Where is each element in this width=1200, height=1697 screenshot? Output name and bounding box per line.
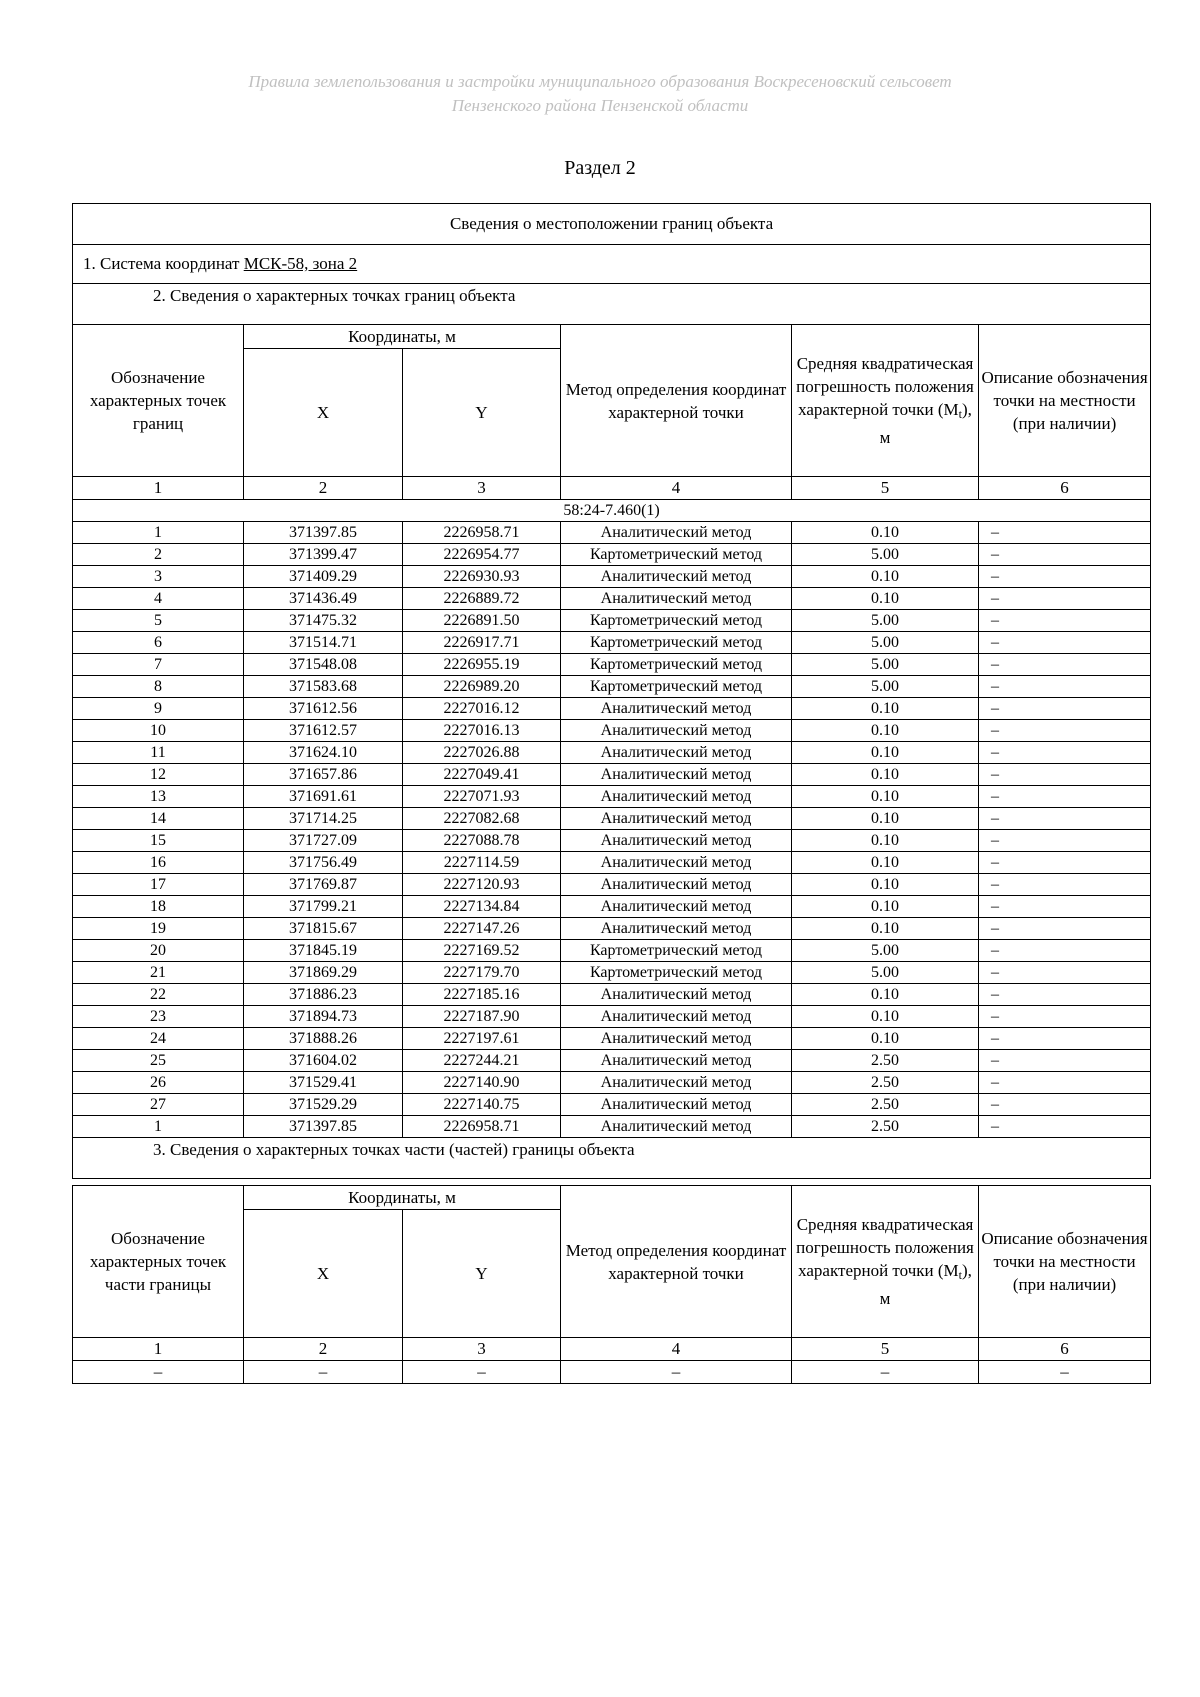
table-row: [73, 588, 1151, 610]
point-id: 2: [73, 544, 244, 566]
point-error: 5.00: [792, 544, 979, 566]
boundary-points-table: [72, 203, 1151, 1179]
point-y: 2227134.84: [403, 896, 561, 918]
point-x: 371869.29: [244, 962, 403, 984]
point-id: 1: [73, 1116, 244, 1138]
table-row: [73, 544, 1151, 566]
point-x: 371769.87: [244, 874, 403, 896]
table-row: [73, 1116, 1151, 1138]
point-error: 0.10: [792, 830, 979, 852]
point-x: 371845.19: [244, 940, 403, 962]
point-y: 2227071.93: [403, 786, 561, 808]
table-row: [73, 1072, 1151, 1094]
header-coordinates: Координаты, м: [244, 1186, 561, 1210]
point-error: 0.10: [792, 764, 979, 786]
point-id: 19: [73, 918, 244, 940]
header-coordinates: Координаты, м: [244, 325, 561, 349]
point-id: 8: [73, 676, 244, 698]
point-error: 0.10: [792, 588, 979, 610]
point-error: 0.10: [792, 1028, 979, 1050]
point-id: 22: [73, 984, 244, 1006]
col-number: 6: [979, 1338, 1151, 1361]
point-y: 2227140.75: [403, 1094, 561, 1116]
point-description: –: [979, 808, 1151, 830]
point-description: –: [979, 830, 1151, 852]
header-x: X: [244, 349, 403, 477]
part3-title: 3. Сведения о характерных точках части (частей) границы объекта: [73, 1138, 1151, 1179]
point-x: 371397.85: [244, 1116, 403, 1138]
point-x: 371799.21: [244, 896, 403, 918]
empty-cell: –: [403, 1361, 561, 1384]
table-row: [73, 522, 1151, 544]
header-method: Метод определения координат характерной точки: [561, 1186, 792, 1338]
point-method: Аналитический метод: [561, 918, 792, 940]
point-description: –: [979, 588, 1151, 610]
header-y: Y: [403, 349, 561, 477]
point-x: 371399.47: [244, 544, 403, 566]
point-description: –: [979, 654, 1151, 676]
running-header-line-1: Правила землепользования и застройки муниципального образования Воскресеновский сельсовет: [248, 72, 952, 91]
table-row: [73, 654, 1151, 676]
point-id: 5: [73, 610, 244, 632]
point-x: 371714.25: [244, 808, 403, 830]
point-description: –: [979, 1094, 1151, 1116]
col-number: 1: [73, 477, 244, 500]
point-id: 6: [73, 632, 244, 654]
table-row: [73, 698, 1151, 720]
point-error: 0.10: [792, 742, 979, 764]
point-description: –: [979, 522, 1151, 544]
point-method: Аналитический метод: [561, 764, 792, 786]
table-row: [73, 610, 1151, 632]
empty-cell: –: [561, 1361, 792, 1384]
point-description: –: [979, 962, 1151, 984]
point-y: 2227244.21: [403, 1050, 561, 1072]
point-id: 11: [73, 742, 244, 764]
point-x: 371691.61: [244, 786, 403, 808]
point-error: 0.10: [792, 522, 979, 544]
point-x: 371514.71: [244, 632, 403, 654]
table-row: [73, 676, 1151, 698]
table-row: [73, 1050, 1151, 1072]
table-row: [73, 852, 1151, 874]
table-row: [73, 786, 1151, 808]
part-boundary-points-table: [72, 1185, 1151, 1384]
header-description: Описание обозначения точки на местности (при наличии): [979, 325, 1151, 477]
point-id: 26: [73, 1072, 244, 1094]
table-row: [73, 742, 1151, 764]
header-error: [792, 1186, 979, 1338]
point-y: 2227147.26: [403, 918, 561, 940]
point-method: Аналитический метод: [561, 1116, 792, 1138]
header-error-sub: t: [958, 407, 962, 421]
point-method: Аналитический метод: [561, 1050, 792, 1072]
header-error: [792, 325, 979, 477]
point-y: 2227026.88: [403, 742, 561, 764]
point-x: 371756.49: [244, 852, 403, 874]
point-description: –: [979, 720, 1151, 742]
table-row: [73, 984, 1151, 1006]
point-method: Аналитический метод: [561, 852, 792, 874]
point-id: 10: [73, 720, 244, 742]
point-error: 0.10: [792, 566, 979, 588]
point-id: 13: [73, 786, 244, 808]
table-row: [73, 874, 1151, 896]
col-number: 6: [979, 477, 1151, 500]
table-row: [73, 962, 1151, 984]
point-method: Картометрический метод: [561, 610, 792, 632]
point-error: 5.00: [792, 676, 979, 698]
table-row: [73, 764, 1151, 786]
point-id: 24: [73, 1028, 244, 1050]
point-y: 2226954.77: [403, 544, 561, 566]
header-description: Описание обозначения точки на местности (при наличии): [979, 1186, 1151, 1338]
point-method: Аналитический метод: [561, 588, 792, 610]
header-point-designation: Обозначение характерных точек части границы: [73, 1186, 244, 1338]
point-description: –: [979, 918, 1151, 940]
point-y: 2227082.68: [403, 808, 561, 830]
point-error: 0.10: [792, 852, 979, 874]
point-error: 5.00: [792, 940, 979, 962]
point-error: 2.50: [792, 1050, 979, 1072]
coordinate-system-value: МСК-58, зона 2: [243, 254, 358, 273]
point-id: 7: [73, 654, 244, 676]
point-y: 2227120.93: [403, 874, 561, 896]
point-x: 371624.10: [244, 742, 403, 764]
point-error: 2.50: [792, 1094, 979, 1116]
col-number: 2: [244, 477, 403, 500]
point-id: 17: [73, 874, 244, 896]
point-description: –: [979, 632, 1151, 654]
point-method: Аналитический метод: [561, 1028, 792, 1050]
point-id: 14: [73, 808, 244, 830]
point-method: Картометрический метод: [561, 632, 792, 654]
point-description: –: [979, 742, 1151, 764]
table-row: [73, 896, 1151, 918]
point-description: –: [979, 1006, 1151, 1028]
point-y: 2226958.71: [403, 1116, 561, 1138]
point-method: Аналитический метод: [561, 742, 792, 764]
empty-cell: –: [792, 1361, 979, 1384]
header-error-end: ), м: [879, 400, 972, 447]
point-y: 2227088.78: [403, 830, 561, 852]
point-x: 371475.32: [244, 610, 403, 632]
point-x: 371583.68: [244, 676, 403, 698]
point-x: 371727.09: [244, 830, 403, 852]
point-y: 2227179.70: [403, 962, 561, 984]
point-x: 371886.23: [244, 984, 403, 1006]
point-method: Аналитический метод: [561, 522, 792, 544]
col-number: 5: [792, 1338, 979, 1361]
point-x: 371894.73: [244, 1006, 403, 1028]
header-error-main: Средняя квадратическая погрешность положения характерной точки (M: [796, 1215, 974, 1280]
point-id: 20: [73, 940, 244, 962]
point-id: 23: [73, 1006, 244, 1028]
point-method: Картометрический метод: [561, 544, 792, 566]
point-method: Аналитический метод: [561, 786, 792, 808]
point-id: 25: [73, 1050, 244, 1072]
point-method: Аналитический метод: [561, 1094, 792, 1116]
col-number: 3: [403, 477, 561, 500]
point-method: Картометрический метод: [561, 940, 792, 962]
header-method: Метод определения координат характерной точки: [561, 325, 792, 477]
point-y: 2227140.90: [403, 1072, 561, 1094]
table-row: [73, 808, 1151, 830]
point-y: 2226989.20: [403, 676, 561, 698]
point-id: 12: [73, 764, 244, 786]
point-description: –: [979, 874, 1151, 896]
point-description: –: [979, 1028, 1151, 1050]
table-row: [73, 720, 1151, 742]
col-number: 3: [403, 1338, 561, 1361]
point-method: Аналитический метод: [561, 830, 792, 852]
point-description: –: [979, 896, 1151, 918]
header-x: X: [244, 1210, 403, 1338]
section-title: Раздел 2: [564, 157, 636, 179]
point-x: 371397.85: [244, 522, 403, 544]
col-number: 1: [73, 1338, 244, 1361]
point-y: 2226889.72: [403, 588, 561, 610]
point-y: 2227197.61: [403, 1028, 561, 1050]
col-number: 4: [561, 1338, 792, 1361]
point-y: 2227114.59: [403, 852, 561, 874]
point-error: 5.00: [792, 962, 979, 984]
point-id: 3: [73, 566, 244, 588]
header-error-end: ), м: [879, 1261, 972, 1308]
point-description: –: [979, 984, 1151, 1006]
point-id: 21: [73, 962, 244, 984]
point-error: 0.10: [792, 874, 979, 896]
point-error: 0.10: [792, 720, 979, 742]
point-description: –: [979, 786, 1151, 808]
point-description: –: [979, 1050, 1151, 1072]
point-method: Аналитический метод: [561, 808, 792, 830]
running-header-line-2: Пензенского района Пензенской области: [451, 96, 749, 115]
table-row: [73, 830, 1151, 852]
point-y: 2226891.50: [403, 610, 561, 632]
point-description: –: [979, 1116, 1151, 1138]
point-method: Аналитический метод: [561, 720, 792, 742]
point-method: Аналитический метод: [561, 1072, 792, 1094]
table-row: [73, 1028, 1151, 1050]
empty-cell: –: [979, 1361, 1151, 1384]
contour-label: 58:24-7.460(1): [73, 500, 1151, 522]
point-method: Аналитический метод: [561, 874, 792, 896]
point-description: –: [979, 610, 1151, 632]
part2-title: 2. Сведения о характерных точках границ объекта: [73, 284, 1151, 325]
table-title: Сведения о местоположении границ объекта: [73, 204, 1151, 245]
point-y: 2226958.71: [403, 522, 561, 544]
table-row: [73, 632, 1151, 654]
point-id: 16: [73, 852, 244, 874]
point-x: 371529.29: [244, 1094, 403, 1116]
col-number: 2: [244, 1338, 403, 1361]
point-description: –: [979, 852, 1151, 874]
point-id: 1: [73, 522, 244, 544]
point-error: 5.00: [792, 654, 979, 676]
point-error: 5.00: [792, 632, 979, 654]
point-error: 0.10: [792, 1006, 979, 1028]
coordinate-system-label: 1. Система координат: [83, 254, 240, 273]
point-x: 371529.41: [244, 1072, 403, 1094]
point-description: –: [979, 698, 1151, 720]
point-x: 371612.57: [244, 720, 403, 742]
point-description: –: [979, 940, 1151, 962]
point-method: Аналитический метод: [561, 698, 792, 720]
point-method: Аналитический метод: [561, 984, 792, 1006]
table-row: [73, 1094, 1151, 1116]
point-method: Картометрический метод: [561, 962, 792, 984]
point-description: –: [979, 566, 1151, 588]
col-number: 4: [561, 477, 792, 500]
point-id: 9: [73, 698, 244, 720]
header-error-sub: t: [958, 1268, 962, 1282]
empty-cell: –: [244, 1361, 403, 1384]
point-x: 371436.49: [244, 588, 403, 610]
point-method: Аналитический метод: [561, 1006, 792, 1028]
point-x: 371604.02: [244, 1050, 403, 1072]
header-y: Y: [403, 1210, 561, 1338]
point-x: 371612.56: [244, 698, 403, 720]
table-row: [73, 918, 1151, 940]
point-error: 0.10: [792, 786, 979, 808]
point-x: 371888.26: [244, 1028, 403, 1050]
point-error: 0.10: [792, 984, 979, 1006]
col-number: 5: [792, 477, 979, 500]
point-description: –: [979, 1072, 1151, 1094]
point-error: 5.00: [792, 610, 979, 632]
point-error: 2.50: [792, 1072, 979, 1094]
point-id: 18: [73, 896, 244, 918]
point-y: 2226930.93: [403, 566, 561, 588]
point-id: 4: [73, 588, 244, 610]
header-error-main: Средняя квадратическая погрешность положения характерной точки (M: [796, 354, 974, 419]
table-row: [73, 940, 1151, 962]
table-row: [73, 566, 1151, 588]
point-description: –: [979, 544, 1151, 566]
point-x: 371548.08: [244, 654, 403, 676]
point-error: 0.10: [792, 808, 979, 830]
point-error: 0.10: [792, 698, 979, 720]
point-id: 15: [73, 830, 244, 852]
point-method: Картометрический метод: [561, 676, 792, 698]
point-y: 2226917.71: [403, 632, 561, 654]
header-point-designation: Обозначение характерных точек границ: [73, 325, 244, 477]
point-x: 371815.67: [244, 918, 403, 940]
point-method: Аналитический метод: [561, 566, 792, 588]
point-error: 0.10: [792, 896, 979, 918]
point-y: 2226955.19: [403, 654, 561, 676]
table-row: [73, 1006, 1151, 1028]
point-y: 2227169.52: [403, 940, 561, 962]
point-method: Аналитический метод: [561, 896, 792, 918]
point-description: –: [979, 676, 1151, 698]
point-y: 2227187.90: [403, 1006, 561, 1028]
point-method: Картометрический метод: [561, 654, 792, 676]
point-y: 2227185.16: [403, 984, 561, 1006]
point-x: 371409.29: [244, 566, 403, 588]
point-y: 2227049.41: [403, 764, 561, 786]
point-id: 27: [73, 1094, 244, 1116]
empty-cell: –: [73, 1361, 244, 1384]
point-y: 2227016.13: [403, 720, 561, 742]
point-error: 2.50: [792, 1116, 979, 1138]
point-y: 2227016.12: [403, 698, 561, 720]
coordinate-system: [73, 245, 1151, 284]
point-description: –: [979, 764, 1151, 786]
point-x: 371657.86: [244, 764, 403, 786]
point-error: 0.10: [792, 918, 979, 940]
